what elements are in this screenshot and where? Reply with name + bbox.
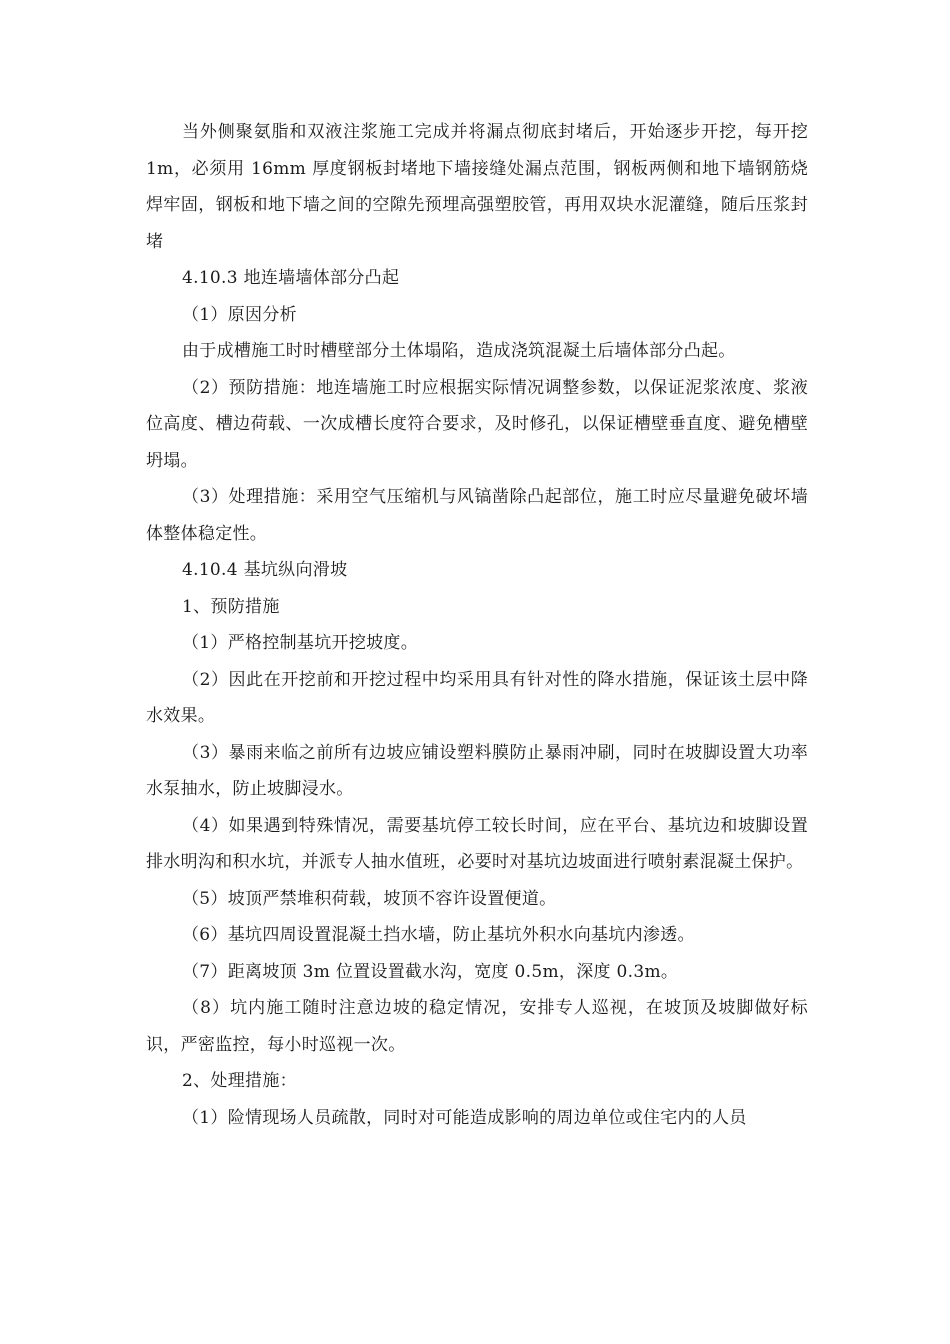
paragraph-treatment: （3）处理措施：采用空气压缩机与风镐凿除凸起部位，施工时应尽量避免破坏墙体整体稳定性。: [146, 487, 808, 544]
list-item-8: （8）坑内施工随时注意边坡的稳定情况，安排专人巡视，在坡顶及坡脚做好标识，严密监控，每小时巡视一次。: [146, 998, 808, 1055]
paragraph-joint-sealing: 当外侧聚氨脂和双液注浆施工完成并将漏点彻底封堵后，开始逐步开挖，每开挖 1m，必须用 16mm 厚度钢板封堵地下墙接缝处漏点范围，钢板两侧和地下墙钢筋烧焊牢固，钢板和地下墙之间的空隙先预埋高强塑胶管，再用双块水泥灌缝，随后压浆封堵: [146, 122, 808, 252]
list-item-3: （3）暴雨来临之前所有边坡应铺设塑料膜防止暴雨冲刷，同时在坡脚设置大功率水泵抽水，防止坡脚浸水。: [146, 742, 808, 799]
list-item-6: （6）基坑四周设置混凝土挡水墙，防止基坑外积水向基坑内渗透。: [182, 925, 695, 945]
list-item-2: （2）因此在开挖前和开挖过程中均采用具有针对性的降水措施，保证该土层中降水效果。: [146, 669, 808, 726]
treatment-item-1: （1）险情现场人员疏散，同时对可能造成影响的周边单位或住宅内的人员: [182, 1107, 747, 1128]
document-body: [146, 114, 808, 1136]
heading-4-10-4: 4.10.4 基坑纵向滑坡: [182, 560, 348, 580]
subheading-prevention-measures: 1、预防措施: [182, 596, 280, 617]
list-item-4: （4）如果遇到特殊情况，需要基坑停工较长时间，应在平台、基坑边和坡脚设置排水明沟和积水坑，并派专人抽水值班，必要时对基坑边坡面进行喷射素混凝土保护。: [146, 815, 808, 872]
paragraph-cause: 由于成槽施工时时槽壁部分土体塌陷，造成浇筑混凝土后墙体部分凸起。: [182, 341, 736, 361]
list-item-1: （1）严格控制基坑开挖坡度。: [182, 633, 419, 653]
paragraph-prevention: （2）预防措施：地连墙施工时应根据实际情况调整参数，以保证泥浆浓度、浆液位高度、槽边荷载、一次成槽长度符合要求，及时修孔，以保证槽壁垂直度、避免槽壁坍塌。: [146, 377, 808, 471]
subheading-treatment-measures: 2、处理措施：: [182, 1071, 297, 1091]
list-item-7: （7）距离坡顶 3m 位置设置截水沟，宽度 0.5m，深度 0.3m。: [182, 961, 679, 982]
list-item-5: （5）坡顶严禁堆积荷载，坡顶不容许设置便道。: [182, 888, 557, 909]
subheading-cause-analysis: （1）原因分析: [182, 304, 297, 325]
heading-4-10-3: 4.10.3 地连墙墙体部分凸起: [182, 268, 400, 288]
